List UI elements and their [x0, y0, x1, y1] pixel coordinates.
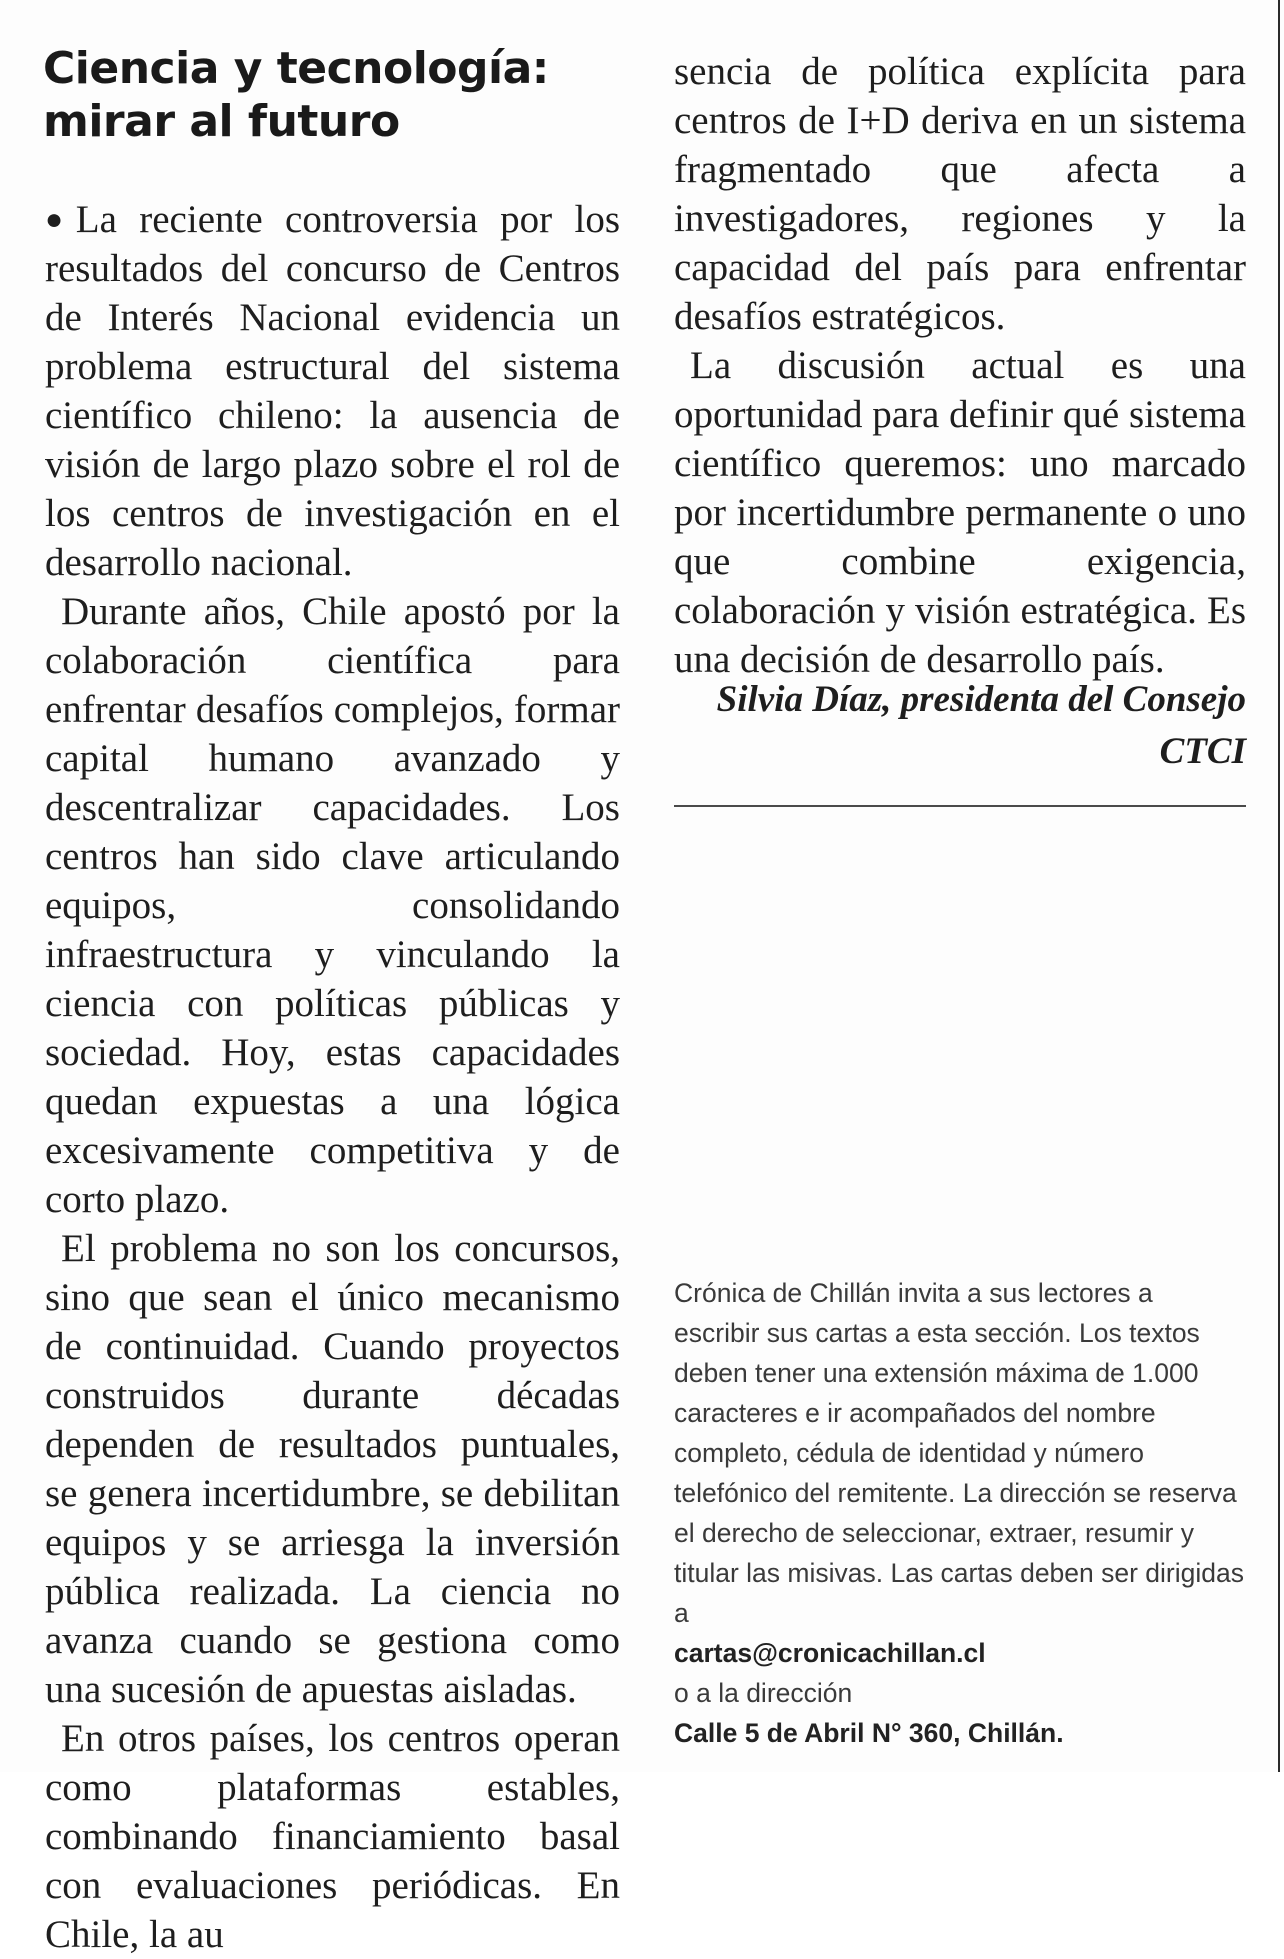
article-headline: Ciencia y tecnología: mirar al futuro	[43, 43, 549, 147]
notice-email: cartas@cronicachillan.cl	[674, 1638, 986, 1668]
signature-organization: CTCI	[1159, 731, 1246, 772]
article-signature	[674, 674, 1246, 778]
letters-notice	[674, 1273, 1244, 1753]
paragraph-1-text: La reciente controversia por los resultados del concurso de Centros de Interés Nacional evidencia un problema estructural del sistema científico chileno: la ausencia de visión de largo plazo sobre el rol de los centros de investigación en el desarrollo nacional.	[45, 198, 620, 584]
notice-connector: o a la dirección	[674, 1678, 853, 1708]
signature-author: Silvia Díaz, presidenta del Consejo	[716, 679, 1246, 720]
page-border	[1278, 0, 1280, 1772]
article-paragraph-2: Durante años, Chile apostó por la colaboración científica para enfrentar desafíos complejos, formar capital humano avanzado y descentralizar capacidades. Los centros han sido clave articulando equipos, consolidando infraestructura y vinculando la ciencia con políticas públicas y sociedad. Hoy, estas capacidades quedan expuestas a una lógica excesivamente competitiva y de corto plazo.	[45, 590, 620, 1221]
bullet-icon: ●	[45, 203, 76, 236]
article-paragraph-5: La discusión actual es una oportunidad para definir qué sistema científico queremos: uno marcado por incertidumbre permanente o uno que combine exigencia, colaboración y visión estratégica. Es una decisión de desarrollo país.	[674, 344, 1246, 681]
article-paragraph-4: En otros países, los centros operan como plataformas estables, combinando financiamiento basal con evaluaciones periódicas. En Chile, la au	[45, 1717, 620, 1956]
article-paragraph-4-continued: sencia de política explícita para centros de I+D deriva en un sistema fragmentado que afecta a investigadores, regiones y la capacidad del país para enfrentar desafíos estratégicos.	[674, 50, 1246, 338]
notice-address: Calle 5 de Abril N° 360, Chillán.	[674, 1718, 1064, 1748]
article-paragraph-1	[45, 195, 620, 587]
section-divider	[674, 805, 1246, 807]
notice-text: Crónica de Chillán invita a sus lectores a escribir sus cartas a esta sección. Los textos deben tener una extensión máxima de 1.000 caracteres e ir acompañados del nombre completo, cédula de identidad y número telefónico del remitente. La dirección se reserva el derecho de seleccionar, extraer, resumir y titular las misivas. Las cartas deben ser dirigidas a	[674, 1278, 1244, 1628]
article-column-left	[45, 195, 620, 1959]
article-column-right	[674, 47, 1246, 684]
article-paragraph-3: El problema no son los concursos, sino que sean el único mecanismo de continuidad. Cuando proyectos construidos durante décadas dependen de resultados puntuales, se genera incertidumbre, se debilitan equipos y se arriesga la inversión pública realizada. La ciencia no avanza cuando se gestiona como una sucesión de apuestas aisladas.	[45, 1227, 620, 1711]
